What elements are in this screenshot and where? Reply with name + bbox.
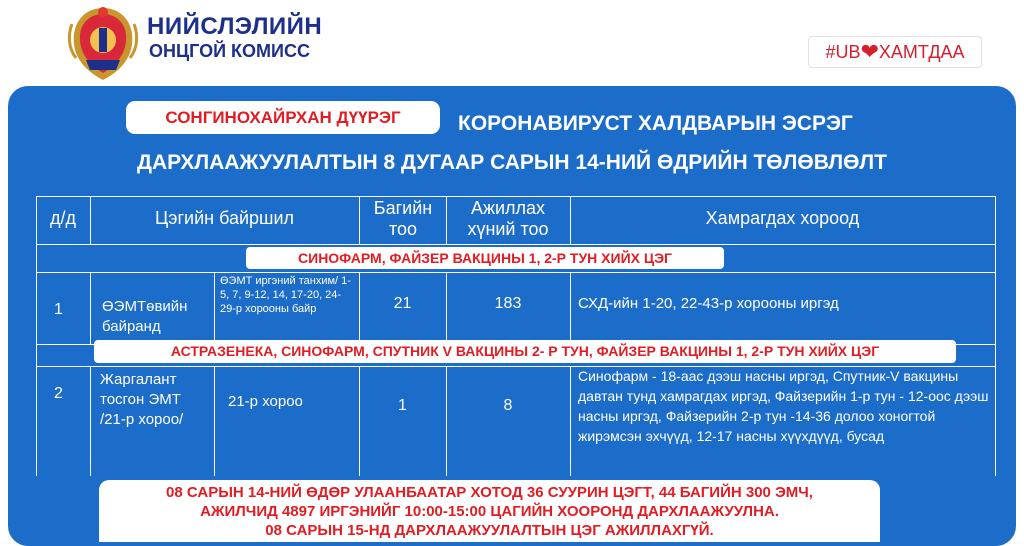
table-line [570, 272, 571, 344]
table-line [359, 366, 360, 476]
hashtag-badge [808, 36, 982, 68]
table-line [359, 196, 360, 244]
row1-workers: 183 [494, 295, 522, 312]
district-label: СОНГИНОХАЙРХАН ДҮҮРЭГ [126, 101, 440, 134]
row1-coverage: СХД-ийн 1-20, 22-43-р хорооны иргэд [578, 295, 839, 312]
row2-num: 2 [54, 385, 63, 402]
table-line [446, 366, 447, 476]
table-line [90, 272, 91, 344]
section-banner-2: АСТРАЗЕНЕКА, СИНОФАРМ, СПУТНИК V ВАКЦИНЫ 2- Р ТУН, ФАЙЗЕР ВАКЦИНЫ 1, 2-Р ТУН ХИЙХ ЦЭГ [94, 340, 956, 363]
row2-workers: 8 [503, 397, 513, 414]
header-location: Цэгийн байршил [154, 208, 295, 228]
hashtag-suffix: ХАМТДАА [878, 42, 965, 62]
heart-icon: ❤ [860, 39, 879, 64]
row2-place: Жаргалант тосгон ЭМТ /21-р хороо/ [100, 371, 184, 428]
title-line1: КОРОНАВИРУСТ ХАЛДВАРЫН ЭСРЭГ [458, 112, 853, 135]
header-workers: Ажиллах хүний тоо [467, 198, 549, 239]
emblem-logo [66, 4, 140, 82]
table-line [446, 196, 447, 244]
table-line [36, 272, 996, 273]
row2-teams: 1 [398, 397, 407, 414]
row2-coverage: Синофарм - 18-аас дээш насны иргэд, Спутник-V вакцины давтан тунд хамрагдах иргэд, Файзерийн 1-р тун - 12-оос дээш насны иргэд, Файзерийн 2-р тун -14-36 долоо хоногтой жирэмсэн эхчүүд, 12-17 насны хүүхдүүд, бусад [578, 368, 989, 444]
table-line [36, 196, 996, 197]
table-line [36, 196, 37, 476]
table-line [214, 366, 215, 476]
header-coverage: Хамрагдах хороод [705, 208, 860, 228]
row2-place-detail: 21-р хороо [228, 393, 303, 410]
notice-line1: 08 САРЫН 14-НИЙ ӨДӨР УЛААНБААТАР ХОТОД 36 СУУРИН ЦЭГТ, 44 БАГИЙН 300 ЭМЧ, [166, 484, 813, 501]
notice-line2: АЖИЛЧИД 4897 ИРГЭНИЙГ 10:00-15:00 ЦАГИЙН ХООРОНД ДАРХЛААЖУУЛНА. [200, 503, 779, 520]
org-name-line1: НИЙСЛЭЛИЙН [147, 13, 323, 40]
row1-place-detail: ӨЭМТ иргэний танхим/ 1-5, 7, 9-12, 14, 17-20, 24-29-р хорооны байр [220, 275, 351, 315]
header-teams: Багийн тоо [373, 198, 433, 239]
notice-box [99, 480, 880, 542]
table-line [214, 272, 215, 344]
table-line [36, 244, 996, 245]
hashtag-prefix: #UB [825, 42, 861, 62]
section-banner-1: СИНОФАРМ, ФАЙЗЕР ВАКЦИНЫ 1, 2-Р ТУН ХИЙХ ЦЭГ [246, 247, 724, 269]
org-name-line2: ОНЦГОЙ КОМИСС [149, 41, 310, 61]
row1-place: ӨЭМТөвийн байранд [102, 298, 188, 335]
row1-teams: 21 [393, 295, 412, 312]
schedule-table [36, 196, 996, 476]
notice-line3: 08 САРЫН 15-НД ДАРХЛААЖУУЛАЛТЫН ЦЭГ АЖИЛЛАХГҮЙ. [265, 522, 714, 539]
table-line [995, 196, 996, 476]
row1-num: 1 [54, 301, 63, 318]
header-num: д/д [49, 208, 76, 228]
title-line2: ДАРХЛААЖУУЛАЛТЫН 8 ДУГААР САРЫН 14-НИЙ ӨДРИЙН ТӨЛӨВЛӨЛТ [137, 151, 887, 174]
table-line [90, 366, 91, 476]
table-line [570, 366, 571, 476]
org-name [147, 14, 322, 62]
